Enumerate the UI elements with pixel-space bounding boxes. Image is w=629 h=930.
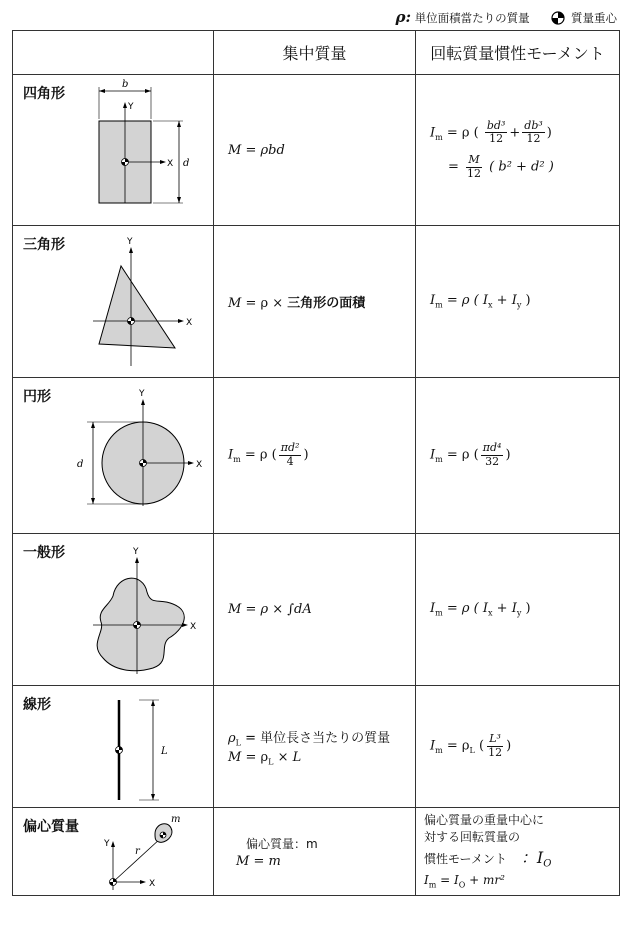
centroid-icon <box>110 879 117 886</box>
fraction: $\frac{\text{db³}}{12}$ <box>524 118 543 146</box>
label-r: r <box>135 846 140 857</box>
shape-name: 線形 <box>23 697 51 713</box>
centroid-icon <box>128 318 135 325</box>
label-m: m <box>171 814 181 825</box>
fraction: $\frac{M}{12}$ <box>467 153 482 180</box>
triangle-diagram <box>13 226 214 378</box>
plus: + <box>509 125 521 141</box>
row-general <box>13 534 620 686</box>
equation-part: = ρ × <box>241 296 288 311</box>
mass-properties-table <box>12 30 620 896</box>
shape-name: 円形 <box>23 389 51 405</box>
row-line <box>13 686 620 808</box>
mass-symbol: M <box>228 296 242 311</box>
label-x: X <box>196 460 203 470</box>
header-rotational-inertia: 回転質量慣性モーメント <box>416 31 620 75</box>
inertia-symbol: I <box>430 293 436 309</box>
centroid-icon <box>160 832 166 838</box>
shape-name: 三角形 <box>23 237 65 253</box>
label-x: X <box>149 879 156 889</box>
row-triangle <box>13 226 620 378</box>
fraction: $\frac{\text{L³}}{12}$ <box>488 732 503 759</box>
label-y: Y <box>128 102 134 112</box>
fraction: $\frac{\text{bd³}}{12}$ <box>486 118 506 146</box>
rho-description: 単位面積當たりの質量 <box>414 11 530 25</box>
row-eccentric <box>13 808 620 896</box>
centroid-icon <box>116 747 123 754</box>
label-l: L <box>161 746 168 757</box>
shape-name: 四角形 <box>23 86 65 102</box>
centroid-icon <box>122 159 129 166</box>
mass-cell-circle: $I_m = \rho$ ( $\frac{\text{πd²}}{4}$ ) <box>214 378 416 534</box>
line-diagram <box>13 686 214 808</box>
mass-cell-triangle <box>214 226 416 378</box>
label-y: Y <box>139 389 145 399</box>
general-shape-diagram <box>13 534 214 686</box>
mass-cell-rectangle <box>214 75 416 226</box>
shape-cell-circle <box>13 378 214 534</box>
shape-name: 偏心質量 <box>23 819 79 835</box>
label-x: X <box>186 318 193 328</box>
inertia-cell-general: $I_m = \rho$ ( $I_x + I_y$ ) <box>416 534 620 686</box>
shape-name: 一般形 <box>23 545 65 561</box>
label-x: X <box>190 622 197 632</box>
eccentric-mass-diagram <box>13 808 214 896</box>
circle-diagram <box>13 378 214 534</box>
header-row <box>13 31 620 75</box>
inertia-cell-eccentric: 偏心質量の重量中心に 対する回転質量の 慣性モーメント ：$I_O$ $I_m = I_O + mr^2$ <box>416 808 620 896</box>
shape-cell-general <box>13 534 214 686</box>
centroid-description: 質量重心 <box>571 11 617 25</box>
shape-cell-eccentric <box>13 808 214 896</box>
inertia-cell-triangle: $I_m = \rho$ ( $I_x + I_y$ ) <box>416 226 620 378</box>
mass-expression: ρbd <box>260 142 285 158</box>
label-x: X <box>167 159 174 169</box>
mass-cell-line: $\rho_L$ = 単位長さ当たりの質量 $M = \rho_L \times L$ <box>214 686 416 808</box>
row-rectangle <box>13 75 620 226</box>
label-y: Y <box>133 547 139 557</box>
row-circle <box>13 378 620 534</box>
fraction: $\frac{\text{πd⁴}}{32}$ <box>482 441 502 468</box>
inertia-cell-rectangle <box>416 75 620 226</box>
rho-symbol: ρ: <box>395 8 412 26</box>
mass-cell-eccentric: 偏心質量：m M = m <box>214 808 416 896</box>
rectangle-diagram <box>13 75 214 226</box>
inertia-subscript: m <box>435 132 443 142</box>
paren: ) <box>546 125 552 141</box>
inertia-cell-line: $I_m = \rho_L$ ( $\frac{\text{L³}}{12}$ ) <box>416 686 620 808</box>
equation-part: = <box>448 159 464 175</box>
legend <box>396 8 617 26</box>
centroid-icon <box>134 622 141 629</box>
equals: = <box>241 142 261 158</box>
header-shape <box>13 31 214 75</box>
shape-cell-line <box>13 686 214 808</box>
centroid-icon <box>140 460 147 467</box>
label-y: Y <box>104 839 110 849</box>
equation-part: = ρ ( <box>442 125 479 141</box>
header-concentrated-mass: 集中質量 <box>214 31 416 75</box>
shape-cell-rectangle <box>13 75 214 226</box>
inertia-symbol: I <box>430 125 436 141</box>
triangle-area-text: 三角形の面積 <box>287 296 366 311</box>
mass-cell-general: M = ρ × ∫dA <box>214 534 416 686</box>
mass-symbol: M <box>228 142 242 158</box>
label-y: Y <box>127 237 133 247</box>
shape-cell-triangle <box>13 226 214 378</box>
equation-part: ( b² + d² ) <box>485 159 554 175</box>
label-d: d <box>77 459 84 470</box>
centroid-icon <box>551 11 565 25</box>
fraction: $\frac{\text{πd²}}{4}$ <box>280 441 300 468</box>
label-d: d <box>183 158 190 169</box>
label-b: b <box>122 79 129 90</box>
inertia-cell-circle: $I_m = \rho$ ( $\frac{\text{πd⁴}}{32}$ ) <box>416 378 620 534</box>
